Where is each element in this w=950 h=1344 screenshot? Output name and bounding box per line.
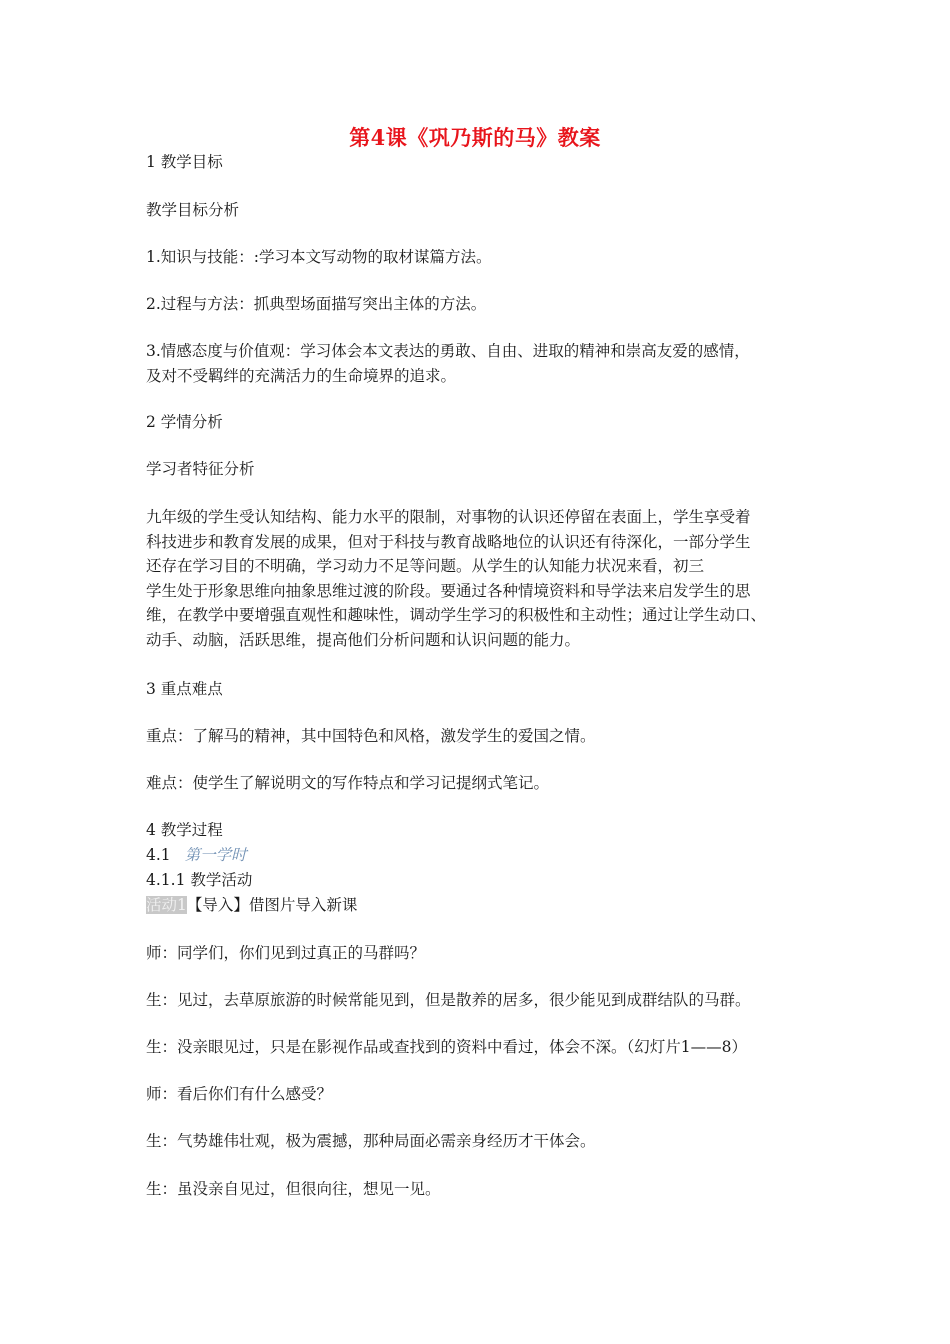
- section-3-heading: 3 重点难点: [146, 680, 223, 698]
- goal-emotion-line: 及对不受羁绊的充满活力的生命境界的追求。: [146, 366, 457, 385]
- dialogue-line: 生：气势雄伟壮观，极为震撼，那种局面必需亲身经历才干体会。: [146, 1132, 596, 1150]
- section-2-heading: 2 学情分析: [146, 413, 223, 431]
- section-4-heading: 4 教学过程: [146, 821, 223, 839]
- goal-emotion-line: 3.情感态度与价值观：学习体会本文表达的勇敢、自由、进取的精神和崇高友爱的感情，: [146, 342, 750, 360]
- activity-1: [146, 893, 357, 917]
- difficult-point: 难点：使学生了解说明文的写作特点和学习记提纲式笔记。: [146, 774, 550, 792]
- paragraph-line: 九年级的学生受认知结构、能力水平的限制，对事物的认识还停留在表面上，学生享受着: [146, 508, 751, 526]
- dialogue-line: 师：看后你们有什么感受？: [146, 1085, 333, 1103]
- section-4-1: [146, 843, 247, 867]
- document-title: 第4课《巩乃斯的马》教案: [349, 125, 601, 150]
- goal-emotion: [146, 339, 816, 388]
- first-period-label: 第一学时: [184, 846, 247, 864]
- dialogue-line: 师：同学们，你们见到过真正的马群吗？: [146, 944, 426, 962]
- section-1-heading: 1 教学目标: [146, 153, 223, 171]
- paragraph-line: 还存在学习目的不明确，学习动力不足等问题。从学生的认知能力状况来看，初三: [146, 557, 705, 575]
- key-point: 重点：了解马的精神，其中国特色和风格，激发学生的爱国之情。: [146, 727, 596, 745]
- section-2-subheading: 学习者特征分析: [146, 460, 255, 478]
- activity-tag: 活动1: [146, 896, 187, 914]
- paragraph-line: 学生处于形象思维向抽象思维过渡的阶段。要通过各种情境资料和导学法来启发学生的思: [146, 581, 751, 600]
- section-1-subheading: 教学目标分析: [146, 201, 240, 219]
- learner-analysis-paragraph: [146, 505, 816, 652]
- activity-text: 【导入】借图片导入新课: [186, 896, 358, 914]
- paragraph-line: 科技进步和教育发展的成果，但对于科技与教育战略地位的认识还有待深化，一部分学生: [146, 532, 751, 551]
- paragraph-line: 维，在教学中要增强直观性和趣味性，调动学生学习的积极性和主动性；通过让学生动口、: [146, 606, 767, 624]
- dialogue-line: 生：虽没亲自见过，但很向往，想见一见。: [146, 1180, 441, 1198]
- dialogue-line: 生：没亲眼见过，只是在影视作品或查找到的资料中看过，体会不深。（幻灯片1——8）: [146, 1038, 747, 1056]
- section-4-1-number: 4.1: [146, 846, 171, 864]
- goal-knowledge: 1.知识与技能：:学习本文写动物的取材谋篇方法。: [146, 248, 492, 266]
- dialogue-line: 生：见过，去草原旅游的时候常能见到，但是散养的居多，很少能见到成群结队的马群。: [146, 991, 751, 1009]
- paragraph-line: 动手、动脑，活跃思维，提高他们分析问题和认识问题的能力。: [146, 630, 581, 649]
- section-4-1-1: 4.1.1 教学活动: [146, 871, 253, 889]
- goal-process: 2.过程与方法：抓典型场面描写突出主体的方法。: [146, 295, 487, 313]
